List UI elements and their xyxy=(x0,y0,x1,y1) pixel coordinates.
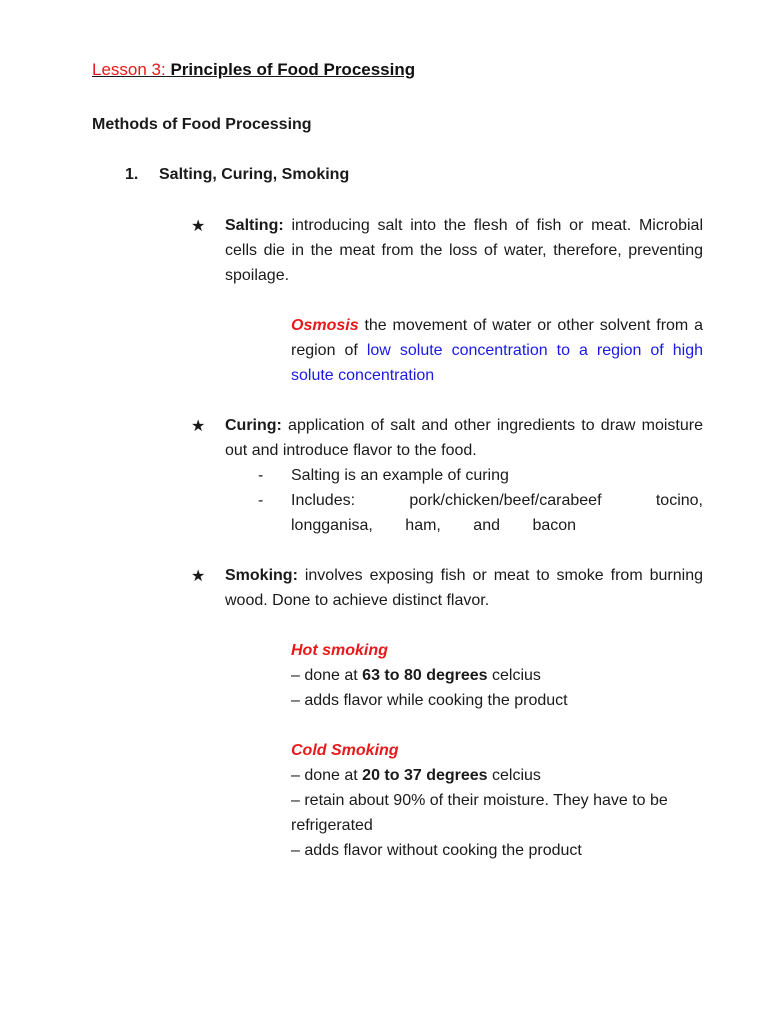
salting-term: Salting: xyxy=(225,217,284,234)
curing-point-text: Includes: pork/chicken/beef/carabeef tocino, longganisa, ham, and bacon xyxy=(291,492,703,534)
osmosis-highlight: low solute concentration to a region of high solute concentration xyxy=(291,342,703,384)
cold-smoking-temp xyxy=(291,763,703,788)
curing-point xyxy=(258,488,703,538)
temp-range: 20 to 37 degrees xyxy=(362,767,488,784)
curing-term: Curing: xyxy=(225,417,282,434)
cold-smoking-note-2: – adds flavor without cooking the product xyxy=(291,842,582,859)
lesson-label: Lesson 3: xyxy=(92,60,166,79)
temp-suffix: celcius xyxy=(487,667,541,684)
hot-smoking-temp xyxy=(291,663,703,688)
osmosis-paragraph xyxy=(291,313,703,388)
salting-paragraph xyxy=(225,213,703,288)
smoking-paragraph xyxy=(225,563,703,613)
curing-paragraph xyxy=(225,413,703,463)
list-item-label: Salting, Curing, Smoking xyxy=(159,166,350,183)
hot-smoking-heading: Hot smoking xyxy=(291,642,388,659)
temp-suffix: celcius xyxy=(487,767,541,784)
star-bullet-icon: ★ xyxy=(191,218,206,235)
list-number: 1. xyxy=(125,166,139,183)
curing-text: application of salt and other ingredients to draw moisture out and introduce flavor to the food. xyxy=(225,417,703,459)
osmosis-text: the movement of water or other solvent from a region of xyxy=(291,317,703,359)
salting-text: introducing salt into the flesh of fish or meat. Microbial cells die in the meat from the loss of water, therefore, preventing spoilage. xyxy=(225,217,703,284)
star-bullet-icon: ★ xyxy=(191,418,206,435)
smoking-text: involves exposing fish or meat to smoke from burning wood. Done to achieve distinct flavor. xyxy=(225,567,703,609)
dash-bullet: - xyxy=(258,492,264,509)
temp-prefix: – done at xyxy=(291,767,363,784)
cold-smoking-heading: Cold Smoking xyxy=(291,742,399,759)
curing-point-text: Salting is an example of curing xyxy=(291,467,509,484)
temp-range: 63 to 80 degrees xyxy=(362,667,488,684)
smoking-term: Smoking: xyxy=(225,567,298,584)
temp-prefix: – done at xyxy=(291,667,363,684)
section-heading: Methods of Food Processing xyxy=(92,116,312,133)
list-item-1 xyxy=(125,166,349,184)
osmosis-term: Osmosis xyxy=(291,317,359,334)
lesson-name: Principles of Food Processing xyxy=(170,60,416,79)
dash-bullet: - xyxy=(258,467,264,484)
cold-smoking-note-1: – retain about 90% of their moisture. They have to be refrigerated xyxy=(291,792,668,834)
hot-smoking-note: – adds flavor while cooking the product xyxy=(291,692,568,709)
page-title xyxy=(92,60,415,80)
curing-point xyxy=(258,463,703,488)
star-bullet-icon: ★ xyxy=(191,568,206,585)
